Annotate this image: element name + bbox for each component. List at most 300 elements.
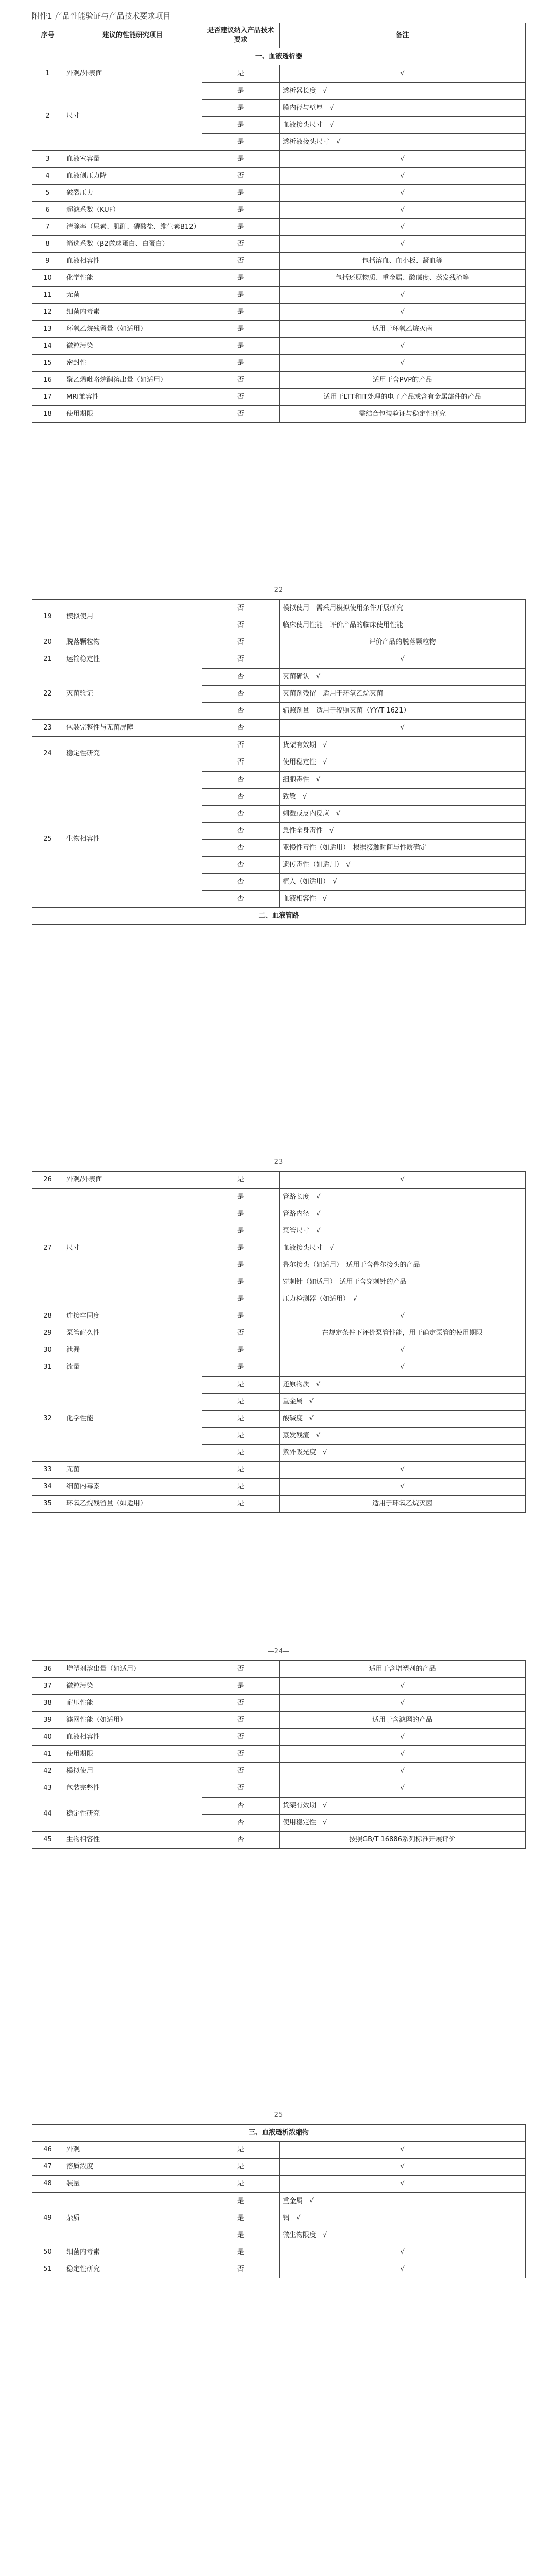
row-number: 29 xyxy=(32,1325,63,1342)
subitem-name: 透析液接头尺寸 xyxy=(283,138,330,146)
item-name: 连接牢固度 xyxy=(63,1308,202,1325)
remark xyxy=(280,83,526,100)
subitem-remark: 适用于辐照灭菌（YY/T 1621） xyxy=(316,707,410,715)
row-number: 38 xyxy=(32,1695,63,1712)
row-number: 5 xyxy=(32,185,63,202)
subitem-remark: √ xyxy=(316,1210,321,1218)
subitem-remark: √ xyxy=(323,2231,327,2240)
table-page xyxy=(32,23,525,423)
requirement-flag: 是 xyxy=(202,2159,280,2176)
subitem-name: 刺激或皮内反应 xyxy=(283,810,330,818)
row-number: 1 xyxy=(32,65,63,82)
requirement-flag: 是 xyxy=(202,1377,280,1394)
remark xyxy=(280,2193,526,2210)
row-number: 20 xyxy=(32,634,63,651)
requirement-flag: 是 xyxy=(202,1462,280,1479)
requirement-flag: 否 xyxy=(202,389,280,406)
subitem-name: 透析器长度 xyxy=(283,87,317,95)
requirements-table xyxy=(32,23,526,423)
remark xyxy=(280,1257,526,1274)
remark: √ xyxy=(280,287,526,304)
subitem-name: 植入（如适用） xyxy=(283,878,326,886)
requirement-flag: 否 xyxy=(202,1325,280,1342)
table-row xyxy=(32,2176,526,2193)
requirement-flag: 是 xyxy=(202,202,280,219)
table-row xyxy=(32,304,526,321)
subitem-remark: √ xyxy=(336,138,341,146)
requirement-flag: 是 xyxy=(202,1257,280,1274)
item-name: 外观 xyxy=(63,2142,202,2159)
remark: √ xyxy=(280,185,526,202)
item-name: 化学性能 xyxy=(63,1376,202,1462)
remark xyxy=(280,1240,526,1257)
remark xyxy=(280,1411,526,1428)
requirement-flag: 是 xyxy=(202,1206,280,1223)
table-row xyxy=(32,1462,526,1479)
remark xyxy=(280,1189,526,1206)
item-name: 聚乙烯吡咯烷酮溶出量（如适用） xyxy=(63,372,202,389)
requirement-flag: 否 xyxy=(202,806,280,823)
subitem-remark: √ xyxy=(303,793,307,801)
requirement-flag: 是 xyxy=(202,2193,280,2210)
row-number: 43 xyxy=(32,1780,63,1797)
requirement-flag: 是 xyxy=(202,1678,280,1695)
subitem-remark: 需采用模拟使用条件开展研究 xyxy=(316,604,404,613)
requirement-flag: 是 xyxy=(202,1359,280,1376)
requirement-flag: 是 xyxy=(202,1479,280,1496)
remark xyxy=(280,772,526,789)
requirement-flag: 是 xyxy=(202,185,280,202)
requirement-flag: 否 xyxy=(202,891,280,908)
requirement-flag: 是 xyxy=(202,1445,280,1462)
subitem-remark: √ xyxy=(316,1381,321,1389)
row-number: 44 xyxy=(32,1797,63,1832)
subitem-name: 酸碱度 xyxy=(283,1415,303,1423)
remark xyxy=(280,737,526,754)
requirement-flag: 是 xyxy=(202,1274,280,1291)
item-name: 破裂压力 xyxy=(63,185,202,202)
row-number: 50 xyxy=(32,2244,63,2261)
item-name: 流量 xyxy=(63,1359,202,1376)
remark: √ xyxy=(280,1695,526,1712)
row-number: 32 xyxy=(32,1376,63,1462)
table-row xyxy=(32,1678,526,1695)
remark xyxy=(280,134,526,151)
subitem-remark: √ xyxy=(316,673,321,681)
item-name: 滤网性能（如适用） xyxy=(63,1712,202,1729)
requirement-flag: 是 xyxy=(202,117,280,134)
requirement-flag: 否 xyxy=(202,1815,280,1832)
requirement-flag: 否 xyxy=(202,1661,280,1678)
item-name: 杂质 xyxy=(63,2193,202,2244)
remark: 适用于含滤网的产品 xyxy=(280,1712,526,1729)
table-row xyxy=(32,720,526,737)
requirement-flag: 是 xyxy=(202,1342,280,1359)
remark xyxy=(280,117,526,134)
subitem-name: 急性全身毒性 xyxy=(283,827,323,835)
table-row xyxy=(32,1308,526,1325)
remark xyxy=(280,1274,526,1291)
requirement-flag: 否 xyxy=(202,617,280,634)
subitem-name: 临床使用性能 xyxy=(283,621,323,630)
remark: √ xyxy=(280,65,526,82)
remark xyxy=(280,1815,526,1832)
table-row xyxy=(32,372,526,389)
subitem-name: 亚慢性毒性（如适用） xyxy=(283,844,346,852)
table-row xyxy=(32,1661,526,1678)
item-name: 清除率（尿素、肌酐、磷酸盐、维生素B12） xyxy=(63,219,202,236)
remark: √ xyxy=(280,1729,526,1746)
remark: 评价产品的脱落颗粒物 xyxy=(280,634,526,651)
remark xyxy=(280,1798,526,1815)
requirement-flag: 否 xyxy=(202,823,280,840)
subitem-remark: √ xyxy=(323,1449,327,1457)
remark xyxy=(280,1223,526,1240)
table-row xyxy=(32,1832,526,1849)
remark xyxy=(280,1445,526,1462)
row-number: 48 xyxy=(32,2176,63,2193)
remark: √ xyxy=(280,2142,526,2159)
page-number: —25— xyxy=(267,2111,290,2119)
table-row xyxy=(32,202,526,219)
requirement-flag: 是 xyxy=(202,2244,280,2261)
item-name: 模拟使用 xyxy=(63,1763,202,1780)
item-name: 细菌内毒素 xyxy=(63,304,202,321)
remark: √ xyxy=(280,338,526,355)
table-row xyxy=(32,1763,526,1780)
row-number: 40 xyxy=(32,1729,63,1746)
subitem-remark: √ xyxy=(323,741,327,750)
subitem-remark: √ xyxy=(316,1193,321,1201)
item-name: 稳定性研究 xyxy=(63,737,202,771)
subitem-name: 重金属 xyxy=(283,2197,303,2206)
row-number: 42 xyxy=(32,1763,63,1780)
requirement-flag: 否 xyxy=(202,754,280,771)
item-name: 环氧乙烷残留量（如适用） xyxy=(63,1496,202,1513)
row-number: 22 xyxy=(32,668,63,720)
subitem-remark: 适用于含穿刺针的产品 xyxy=(339,1278,407,1286)
item-name: 耐压性能 xyxy=(63,1695,202,1712)
table-row xyxy=(32,1496,526,1513)
row-number: 12 xyxy=(32,304,63,321)
requirement-flag: 是 xyxy=(202,1496,280,1513)
requirement-flag: 否 xyxy=(202,737,280,754)
row-number: 45 xyxy=(32,1832,63,1849)
table-row xyxy=(32,168,526,185)
table-row xyxy=(32,1325,526,1342)
subitem-remark: 适用于含鲁尔接头的产品 xyxy=(346,1261,420,1269)
remark xyxy=(280,789,526,806)
remark: 包括还原物质、重金属、酸碱度、蒸发残渣等 xyxy=(280,270,526,287)
requirement-flag: 是 xyxy=(202,1223,280,1240)
subitem-remark: √ xyxy=(309,2197,314,2206)
row-number: 37 xyxy=(32,1678,63,1695)
requirement-flag: 否 xyxy=(202,1832,280,1849)
remark: √ xyxy=(280,1746,526,1763)
section-title: 三、血液透析浓缩物 xyxy=(32,2125,526,2142)
remark: √ xyxy=(280,1342,526,1359)
remark xyxy=(280,703,526,720)
table-row xyxy=(32,389,526,406)
requirement-flag: 否 xyxy=(202,168,280,185)
table-row xyxy=(32,236,526,253)
item-name: 使用期限 xyxy=(63,1746,202,1763)
table-row xyxy=(32,2244,526,2261)
table-row xyxy=(32,321,526,338)
requirement-flag: 否 xyxy=(202,1780,280,1797)
table-row xyxy=(32,270,526,287)
requirement-flag: 是 xyxy=(202,338,280,355)
section-row xyxy=(32,2125,526,2142)
subitem-remark: √ xyxy=(323,87,327,95)
row-number: 46 xyxy=(32,2142,63,2159)
requirement-flag: 是 xyxy=(202,134,280,151)
requirement-flag: 是 xyxy=(202,1308,280,1325)
item-name: 溶质浓度 xyxy=(63,2159,202,2176)
subitem-name: 蒸发残渣 xyxy=(283,1432,310,1440)
header-cell: 建议的性能研究项目 xyxy=(63,23,202,48)
item-name: 筛选系数（β2微球蛋白、白蛋白） xyxy=(63,236,202,253)
item-name: 使用期限 xyxy=(63,406,202,423)
table-row xyxy=(32,1729,526,1746)
subitem-remark: √ xyxy=(336,810,341,818)
requirements-table xyxy=(32,599,526,925)
subitem-name: 紫外吸光度 xyxy=(283,1449,317,1457)
requirement-flag: 否 xyxy=(202,1729,280,1746)
requirement-flag: 否 xyxy=(202,874,280,891)
header-cell: 序号 xyxy=(32,23,63,48)
row-number: 4 xyxy=(32,168,63,185)
table-row xyxy=(32,2261,526,2278)
requirement-flag: 是 xyxy=(202,2142,280,2159)
requirement-flag: 否 xyxy=(202,372,280,389)
subitem-name: 细胞毒性 xyxy=(283,776,310,784)
requirement-flag: 是 xyxy=(202,1411,280,1428)
requirement-flag: 是 xyxy=(202,2176,280,2193)
table-row xyxy=(32,219,526,236)
item-name: 血液相容性 xyxy=(63,1729,202,1746)
item-name: 无菌 xyxy=(63,1462,202,1479)
subitem-name: 辐照剂量 xyxy=(283,707,310,715)
row-number: 10 xyxy=(32,270,63,287)
subitem-name: 微生物限度 xyxy=(283,2231,317,2240)
requirement-flag: 否 xyxy=(202,857,280,874)
item-name: 泄漏 xyxy=(63,1342,202,1359)
table-row xyxy=(32,1746,526,1763)
table-row xyxy=(32,338,526,355)
requirement-flag: 是 xyxy=(202,151,280,168)
requirement-flag: 是 xyxy=(202,83,280,100)
table-page xyxy=(32,1154,525,1513)
subitem-name: 使用稳定性 xyxy=(283,1819,317,1827)
item-name: 包装完整性与无菌屏障 xyxy=(63,720,202,737)
remark: 包括溶血、血小板、凝血等 xyxy=(280,253,526,270)
remark: 适用于环氧乙烷灭菌 xyxy=(280,321,526,338)
item-name: 血液侧压力降 xyxy=(63,168,202,185)
table-row xyxy=(32,2159,526,2176)
item-name: 尺寸 xyxy=(63,1189,202,1308)
row-number: 11 xyxy=(32,287,63,304)
table-header-row xyxy=(32,23,526,48)
subitem-name: 灭菌剂残留 xyxy=(283,690,317,698)
remark: √ xyxy=(280,304,526,321)
remark xyxy=(280,600,526,617)
remark xyxy=(280,2227,526,2244)
item-name: 脱落颗粒物 xyxy=(63,634,202,651)
subitem-remark: √ xyxy=(333,878,337,886)
subitem-name: 膜内径与壁厚 xyxy=(283,104,323,112)
item-name: 无菌 xyxy=(63,287,202,304)
subitem-remark: √ xyxy=(323,758,327,767)
requirements-table xyxy=(32,2124,526,2278)
row-number: 49 xyxy=(32,2193,63,2244)
requirement-flag: 是 xyxy=(202,65,280,82)
remark: 适用于含增塑剂的产品 xyxy=(280,1661,526,1678)
subitem-remark: 评价产品的临床使用性能 xyxy=(329,621,404,630)
remark: √ xyxy=(280,151,526,168)
requirement-flag: 否 xyxy=(202,1798,280,1815)
remark xyxy=(280,1206,526,1223)
subitem-remark: √ xyxy=(329,121,334,129)
remark: 需结合包装验证与稳定性研究 xyxy=(280,406,526,423)
requirement-flag: 是 xyxy=(202,304,280,321)
remark: √ xyxy=(280,355,526,372)
row-number: 17 xyxy=(32,389,63,406)
subitem-name: 铝 xyxy=(283,2214,290,2223)
table-row xyxy=(32,1780,526,1797)
requirement-flag: 是 xyxy=(202,2210,280,2227)
item-name: 尺寸 xyxy=(63,82,202,151)
requirements-table xyxy=(32,1660,526,1849)
remark xyxy=(280,1291,526,1308)
table-row xyxy=(32,1172,526,1189)
item-name: 化学性能 xyxy=(63,270,202,287)
requirement-flag: 是 xyxy=(202,1240,280,1257)
table-row xyxy=(32,1712,526,1729)
remark: √ xyxy=(280,2244,526,2261)
remark: √ xyxy=(280,219,526,236)
subitem-remark: √ xyxy=(323,1819,327,1827)
subitem-name: 血液接头尺寸 xyxy=(283,1244,323,1252)
row-number: 51 xyxy=(32,2261,63,2278)
subitem-remark: √ xyxy=(316,1432,321,1440)
requirement-flag: 否 xyxy=(202,1763,280,1780)
remark xyxy=(280,2210,526,2227)
requirement-flag: 否 xyxy=(202,840,280,857)
remark xyxy=(280,754,526,771)
item-name: 超滤系数（KUF） xyxy=(63,202,202,219)
requirement-flag: 是 xyxy=(202,2227,280,2244)
row-number: 36 xyxy=(32,1661,63,1678)
requirement-flag: 是 xyxy=(202,355,280,372)
requirement-flag: 否 xyxy=(202,703,280,720)
table-row xyxy=(32,151,526,168)
remark xyxy=(280,669,526,686)
subitem-name: 使用稳定性 xyxy=(283,758,317,767)
remark xyxy=(280,1377,526,1394)
subitem-name: 泵管尺寸 xyxy=(283,1227,310,1235)
remark xyxy=(280,686,526,703)
remark: 按照GB/T 16886系列标准开展评价 xyxy=(280,1832,526,1849)
remark xyxy=(280,857,526,874)
subitem-name: 货架有效期 xyxy=(283,1802,317,1810)
item-name: 运输稳定性 xyxy=(63,651,202,668)
item-name: 血液相容性 xyxy=(63,253,202,270)
header-cell: 备注 xyxy=(280,23,526,48)
table-page xyxy=(32,1643,525,1849)
subitem-name: 致敏 xyxy=(283,793,297,801)
remark: 在规定条件下评价泵管性能，用于确定泵管的使用期限 xyxy=(280,1325,526,1342)
row-number: 6 xyxy=(32,202,63,219)
subitem-name: 模拟使用 xyxy=(283,604,310,613)
subitem-name: 还原物质 xyxy=(283,1381,310,1389)
section-title: 一、血液透析器 xyxy=(32,48,526,65)
subitem-remark: √ xyxy=(329,827,334,835)
item-name: 微粒污染 xyxy=(63,338,202,355)
row-number: 14 xyxy=(32,338,63,355)
subitem-remark: √ xyxy=(309,1398,314,1406)
remark xyxy=(280,874,526,891)
remark: √ xyxy=(280,202,526,219)
row-number: 27 xyxy=(32,1189,63,1308)
table-row xyxy=(32,1695,526,1712)
row-number: 30 xyxy=(32,1342,63,1359)
subitem-remark: √ xyxy=(323,895,327,903)
remark xyxy=(280,823,526,840)
table-row xyxy=(32,634,526,651)
section-row xyxy=(32,908,526,925)
remark: √ xyxy=(280,2261,526,2278)
header-cell: 是否建议纳入产品技术要求 xyxy=(202,23,280,48)
remark: √ xyxy=(280,1359,526,1376)
remark xyxy=(280,1394,526,1411)
subitem-remark: √ xyxy=(316,1227,321,1235)
subitem-name: 重金属 xyxy=(283,1398,303,1406)
row-number: 34 xyxy=(32,1479,63,1496)
requirement-flag: 否 xyxy=(202,789,280,806)
remark: 适用于含PVP的产品 xyxy=(280,372,526,389)
subitem-name: 穿刺针（如适用） xyxy=(283,1278,333,1286)
requirement-flag: 是 xyxy=(202,100,280,117)
requirement-flag: 否 xyxy=(202,406,280,423)
remark: √ xyxy=(280,1479,526,1496)
remark xyxy=(280,1428,526,1445)
row-number: 8 xyxy=(32,236,63,253)
item-name: 环氧乙烷残留量（如适用） xyxy=(63,321,202,338)
item-name: 装量 xyxy=(63,2176,202,2193)
item-name: 外观/外表面 xyxy=(63,65,202,82)
remark: √ xyxy=(280,720,526,737)
table-row xyxy=(32,355,526,372)
section-title: 二、血液管路 xyxy=(32,908,526,925)
row-number: 35 xyxy=(32,1496,63,1513)
row-number: 7 xyxy=(32,219,63,236)
remark: √ xyxy=(280,1172,526,1189)
remark: √ xyxy=(280,1462,526,1479)
row-number: 23 xyxy=(32,720,63,737)
item-name: 细菌内毒素 xyxy=(63,1479,202,1496)
row-number: 2 xyxy=(32,82,63,151)
item-name: 增塑剂溶出量（如适用） xyxy=(63,1661,202,1678)
requirement-flag: 否 xyxy=(202,253,280,270)
subitem-name: 管路内径 xyxy=(283,1210,310,1218)
item-name: MRI兼容性 xyxy=(63,389,202,406)
table-row xyxy=(32,1342,526,1359)
requirement-flag: 否 xyxy=(202,651,280,668)
row-number: 41 xyxy=(32,1746,63,1763)
row-number: 25 xyxy=(32,771,63,908)
requirement-flag: 否 xyxy=(202,1712,280,1729)
